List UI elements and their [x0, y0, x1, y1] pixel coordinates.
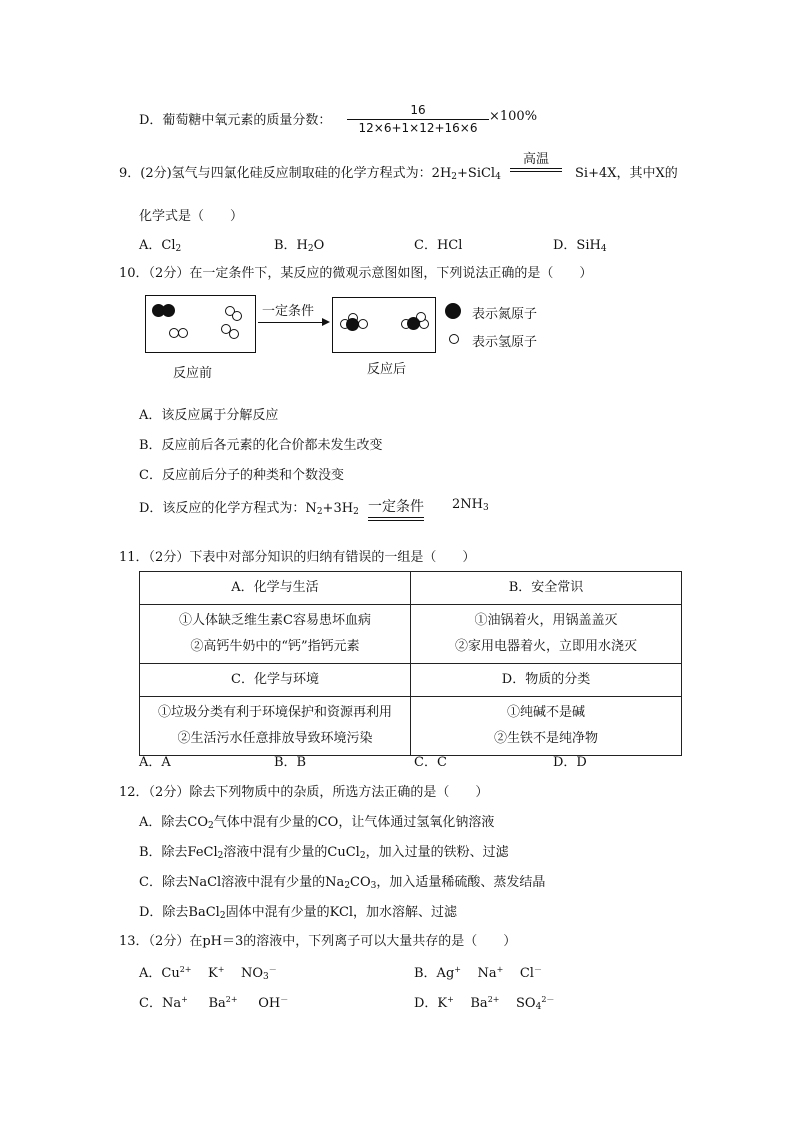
q10-option-a[interactable]: A．该反应属于分解反应 — [139, 408, 279, 423]
after-box — [332, 297, 436, 353]
q9-condition: 高温 — [510, 148, 562, 172]
knowledge-table — [139, 571, 682, 756]
legend-hydrogen-icon — [449, 334, 459, 344]
q13-option-c[interactable]: C．Na+ $Ba^{2+}$ OH－ — [139, 995, 289, 1011]
q12-option-a[interactable]: A．除去$CO_2$气体中混有少量的CO，让气体通过氢氧化钠溶液 — [139, 815, 495, 831]
q9-option-a[interactable]: A．$Cl_2$ — [139, 238, 182, 254]
q13-option-d[interactable]: D．K+ $Ba^{2+}$ $SO_4^{2-}$ — [414, 995, 555, 1012]
table-cell-c: ①垃圾分类有利于环境保护和资源再利用 ②生活污水任意排放导致环境污染 — [140, 697, 411, 756]
nitrogen-atom — [346, 318, 359, 331]
fraction-bar — [347, 119, 489, 120]
table-header-c: C．化学与环境 — [140, 664, 411, 697]
before-label: 反应前 — [173, 366, 213, 381]
fraction-suffix: ×100% — [489, 109, 538, 124]
q13-option-a[interactable]: A．$Cu^{2+}$ K+ $NO_3^-$ — [139, 965, 277, 982]
hydrogen-atom — [358, 319, 368, 329]
hydrogen-atom — [178, 328, 188, 338]
hydrogen-atom — [229, 329, 239, 339]
table-cell-d: ①纯碱不是碱 ②生铁不是纯净物 — [411, 697, 682, 756]
q9-option-d[interactable]: D．SiH$_4$ — [553, 238, 607, 254]
q11-option-c[interactable]: C．C — [414, 755, 447, 770]
table-cell-b: ①油锅着火，用锅盖盖灭 ②家用电器着火，立即用水浇灭 — [411, 605, 682, 664]
hydrogen-atom — [232, 311, 242, 321]
legend-nitrogen-label: 表示氮原子 — [472, 307, 538, 322]
q12-option-c[interactable]: C．除去NaCl溶液中混有少量的$Na_2CO_3$，加入适量稀硫酸、蒸发结晶 — [139, 875, 546, 891]
table-cell-a: ①人体缺乏维生素C容易患坏血病 ②高钙牛奶中的“钙”指钙元素 — [140, 605, 411, 664]
after-label: 反应后 — [367, 362, 407, 377]
q9-stem-tail: Si+4X，其中X的 — [575, 166, 678, 181]
oxygen-mass-fraction — [347, 103, 489, 135]
q13-stem: 13．（2分）在pH＝3的溶液中，下列离子可以大量共存的是（ ） — [119, 934, 517, 949]
q12-option-b[interactable]: B．除去FeCl$_2$溶液中混有少量的CuCl$_2$，加入过量的铁粉、过滤 — [139, 845, 509, 861]
q9-option-b[interactable]: B．$H_2O$ — [274, 238, 325, 254]
table-header-d: D．物质的分类 — [411, 664, 682, 697]
q9-option-c[interactable]: C．HCl — [414, 238, 463, 253]
q8-option-d: D．葡萄糖中氧元素的质量分数： — [139, 113, 332, 128]
before-box — [145, 295, 256, 353]
q10-condition: 一定条件 — [368, 496, 424, 521]
legend-hydrogen-label: 表示氢原子 — [472, 335, 538, 350]
q10-option-d-product: $2NH_3$ — [452, 497, 489, 513]
q10-option-c[interactable]: C．反应前后分子的种类和个数没变 — [139, 468, 344, 483]
legend-nitrogen-icon — [445, 303, 461, 319]
arrow-line — [258, 322, 324, 323]
nitrogen-atom — [162, 304, 175, 317]
q11-option-b[interactable]: B．B — [274, 755, 307, 770]
fraction-denominator: 12×6+1×12+16×6 — [358, 121, 478, 135]
q12-option-d[interactable]: D．除去BaCl$_2$固体中混有少量的KCl，加水溶解、过滤 — [139, 905, 458, 921]
arrow-head-icon — [322, 318, 330, 326]
q12-stem: 12．（2分）除去下列物质中的杂质，所选方法正确的是（ ） — [119, 785, 489, 800]
q13-option-b[interactable]: B．Ag+ Na+ Cl－ — [414, 965, 542, 981]
q10-stem: 10．（2分）在一定条件下，某反应的微观示意图如图，下列说法正确的是（ ） — [119, 266, 593, 281]
fraction-numerator: 16 — [410, 103, 426, 117]
table-header-b: B．安全常识 — [411, 572, 682, 605]
arrow-label: 一定条件 — [262, 304, 315, 319]
q11-option-d[interactable]: D．D — [553, 755, 587, 770]
q10-option-b[interactable]: B．反应前后各元素的化合价都未发生改变 — [139, 438, 383, 453]
q11-option-a[interactable]: A．A — [139, 755, 171, 770]
q9-stem-line2: 化学式是（ ） — [139, 209, 244, 224]
nitrogen-atom — [407, 317, 420, 330]
q10-option-d[interactable]: D．该反应的化学方程式为：$N_2+3H_2$ — [139, 501, 359, 517]
table-header-a: A．化学与生活 — [140, 572, 411, 605]
q11-stem: 11．（2分）下表中对部分知识的归纳有错误的一组是（ ） — [119, 550, 476, 565]
q9-stem: 9．(2分)氢气与四氯化硅反应制取硅的化学方程式为：$2H_2+SiCl_4$ — [119, 166, 501, 182]
